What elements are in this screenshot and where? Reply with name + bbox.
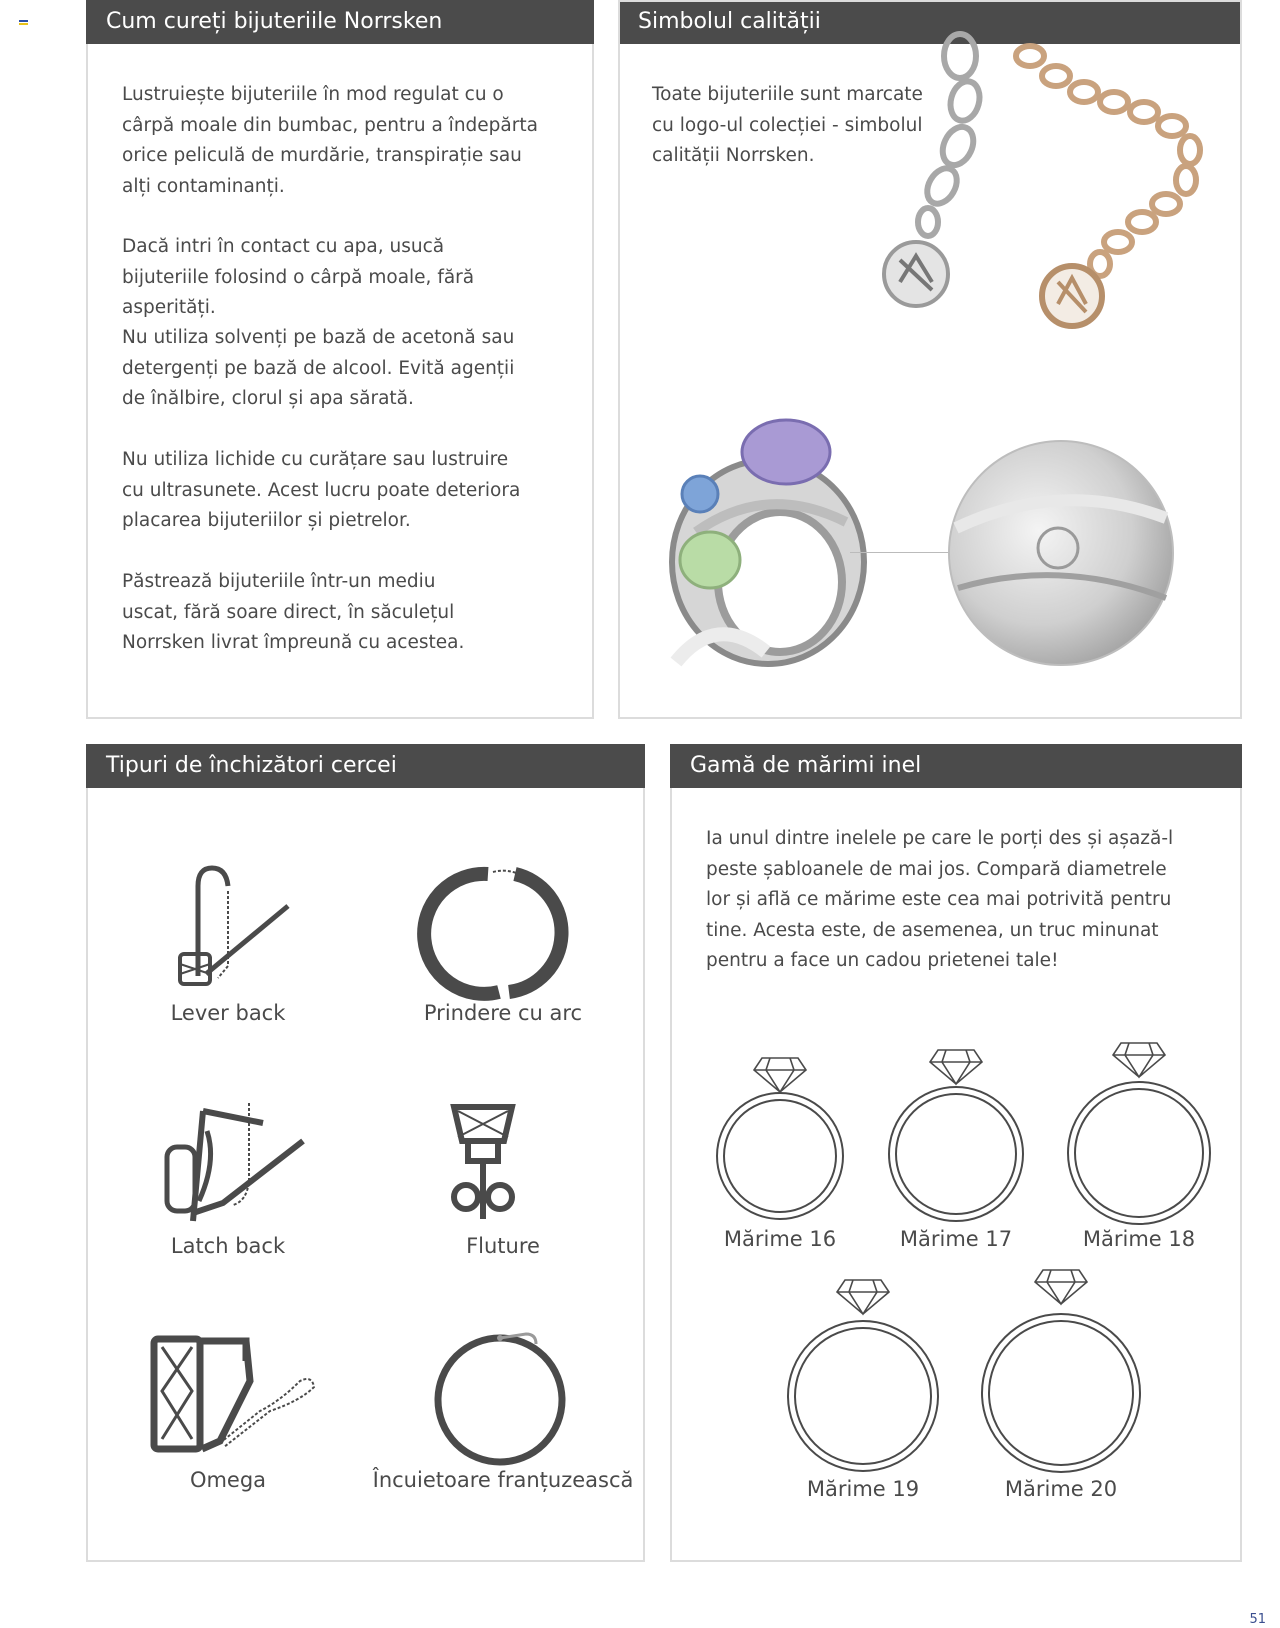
ring-connector-line [850,552,950,553]
rings-panel [670,744,1242,1562]
cleaning-paragraph-3: Nu utiliza solvenți pe bază de acetonă sau detergenți pe bază de alcool. Evită agenții de înălbire, clorul și apa sărată. [122,327,515,409]
ring-size-18-icon [1066,1033,1212,1228]
earrings-panel [86,744,645,1562]
ring-size-19-label: Mărime 19 [806,1477,920,1501]
cleaning-panel [86,0,594,719]
lever-back-icon [168,866,298,996]
ring-size-19-icon [786,1270,940,1475]
ring-size-17-label: Mărime 17 [899,1227,1013,1251]
language-flag-icon[interactable] [19,20,28,27]
earring-label-butterfly: Fluture [466,1234,540,1258]
latch-back-icon [163,1101,313,1226]
quality-text: Toate bijuteriile sunt marcate cu logo-ul colecției - simbolul calității Norrsken. [652,84,923,166]
earring-label-omega: Omega [189,1468,267,1492]
silver-chain-image [870,46,1010,316]
ring-size-16-icon [714,1048,846,1223]
gemstone-ring-image [656,412,886,719]
rings-text: Ia unul dintre inelele pe care le porți des și așază-l peste șabloanele de mai jos. Compară diametrele lor și află ce mărime este cea mai potrivită pentru tine. Acesta este, de asemenea, un truc minunat pentru a face un cadou prietenei tale! [706,828,1174,971]
page-number: 51 [1249,1612,1266,1627]
earring-label-french-lock: Încuietoare franțuzească [372,1468,634,1492]
butterfly-icon [448,1101,518,1231]
spring-clasp-icon [433,866,573,996]
cleaning-paragraph-4: Nu utiliza lichide cu curățare sau lustruire cu ultrasunete. Acest lucru poate deteriora placarea bijuteriilor și pietrelor. [122,449,521,531]
gold-chain-image [1020,46,1230,336]
cleaning-paragraph-5: Păstrează bijuteriile într-un mediu uscat, fără soare direct, în săculețul Norrsken livrat împreună cu acestea. [122,571,465,653]
quality-title: Simbolul calității [618,0,1242,44]
earring-label-spring: Prindere cu arc [423,1001,583,1025]
earring-label-latch-back: Latch back [170,1234,286,1258]
cleaning-paragraph-1: Lustruiește bijuteriile în mod regulat cu o cârpă moale din bumbac, pentru a îndepărta orice peliculă de murdărie, transpirație sau alți contaminanți. [122,84,538,197]
earring-label-lever-back: Lever back [170,1001,286,1025]
ring-size-17-icon [886,1040,1026,1225]
french-lock-icon [428,1320,578,1470]
logo-closeup-image [946,438,1176,668]
earrings-title: Tipuri de închizători cercei [86,744,645,788]
ring-size-18-label: Mărime 18 [1082,1227,1196,1251]
cleaning-title: Cum cureți bijuteriile Norrsken [86,0,594,44]
ring-size-20-icon [980,1260,1142,1476]
cleaning-paragraph-2: Dacă intri în contact cu apa, usucă bijuteriile folosind o cârpă moale, fără asperități. [122,236,475,318]
ring-size-20-label: Mărime 20 [1004,1477,1118,1501]
quality-panel [618,0,1242,719]
rings-title: Gamă de mărimi inel [670,744,1242,788]
ring-size-16-label: Mărime 16 [723,1227,837,1251]
omega-icon [150,1331,320,1466]
